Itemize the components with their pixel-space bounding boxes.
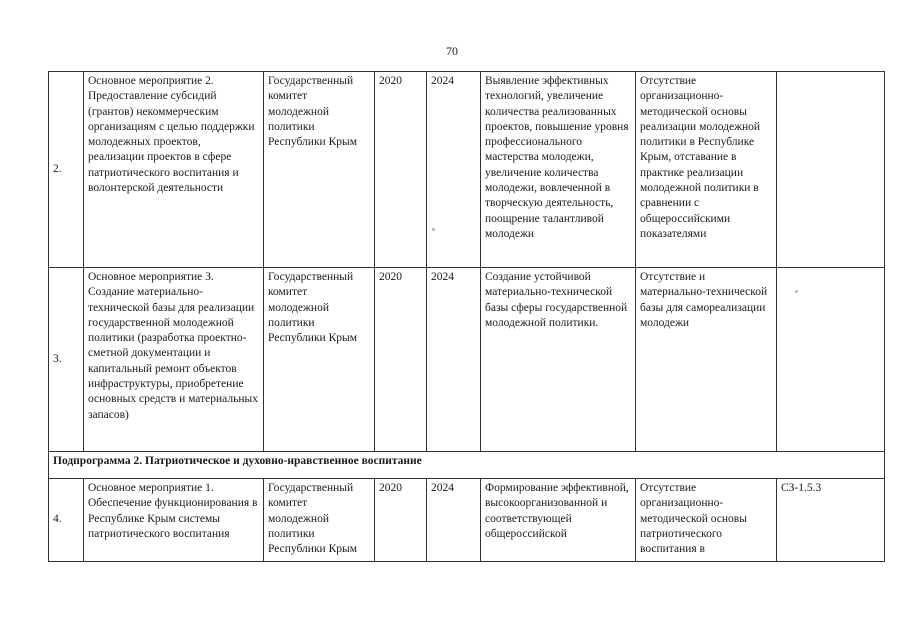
measure-cell: Основное мероприятие 2. Предоставление субсидий (грантов) некоммерческим организациям с целью поддержки молодежных проектов, реализации проектов в сфере патриотического воспитания и волонтерской деятельности: [84, 72, 264, 268]
result-cell: Выявление эффективных технологий, увеличение количества реализованных проектов, повышение уровня профессионального мастерства молодежи, увеличение количества молодежи, вовлеченной в творческую деятельность, поощрение талантливой молодежи: [481, 72, 636, 268]
table-row: [49, 72, 885, 268]
executor-cell: Государственный комитет молодежной политики Республики Крым: [264, 268, 375, 452]
start-year-cell: 2020: [375, 268, 427, 452]
end-year-cell: 2024: [427, 268, 481, 452]
start-year-cell: 2020: [375, 479, 427, 562]
measure-cell: Основное мероприятие 3. Создание материально-технической базы для реализации государственной молодежной политики (разработка проектно-сметной документации и капитальный ремонт объектов инфраструктуры, приобретение основных средств и материальных запасов): [84, 268, 264, 452]
executor-cell: Государственный комитет молодежной политики Республики Крым: [264, 479, 375, 562]
section-title: Подпрограмма 2. Патриотическое и духовно-нравственное воспитание: [49, 452, 885, 479]
link-cell: [777, 72, 885, 268]
executor-cell: Государственный комитет молодежной политики Республики Крым: [264, 72, 375, 268]
row-number: 3.: [49, 268, 84, 452]
consequence-cell: Отсутствие организационно-методической основы реализации молодежной политики в Республике Крым, отставание в практике реализации молодежной политики в сравнении с общероссийскими показателями: [636, 72, 777, 268]
page-number: 70: [446, 44, 458, 58]
scan-speck: [432, 228, 435, 231]
row-number: 2.: [49, 72, 84, 268]
end-year-cell: 2024: [427, 72, 481, 268]
start-year-cell: 2020: [375, 72, 427, 268]
end-year-cell: 2024: [427, 479, 481, 562]
link-cell: СЗ-1.5.3: [777, 479, 885, 562]
program-table: [48, 71, 885, 562]
row-number: 4.: [49, 479, 84, 562]
table-row: [49, 479, 885, 562]
consequence-cell: Отсутствие организационно-методической основы патриотического воспитания в: [636, 479, 777, 562]
section-row: [49, 452, 885, 479]
result-cell: Формирование эффективной, высокоорганизованной и соответствующей общероссийской: [481, 479, 636, 562]
result-cell: Создание устойчивой материально-технической базы сферы государственной молодежной политики.: [481, 268, 636, 452]
link-cell: [777, 268, 885, 452]
scan-speck: [795, 290, 798, 293]
consequence-cell: Отсутствие и материально-технической базы для самореализации молодежи: [636, 268, 777, 452]
measure-cell: Основное мероприятие 1. Обеспечение функционирования в Республике Крым системы патриотического воспитания: [84, 479, 264, 562]
table-row: [49, 268, 885, 452]
